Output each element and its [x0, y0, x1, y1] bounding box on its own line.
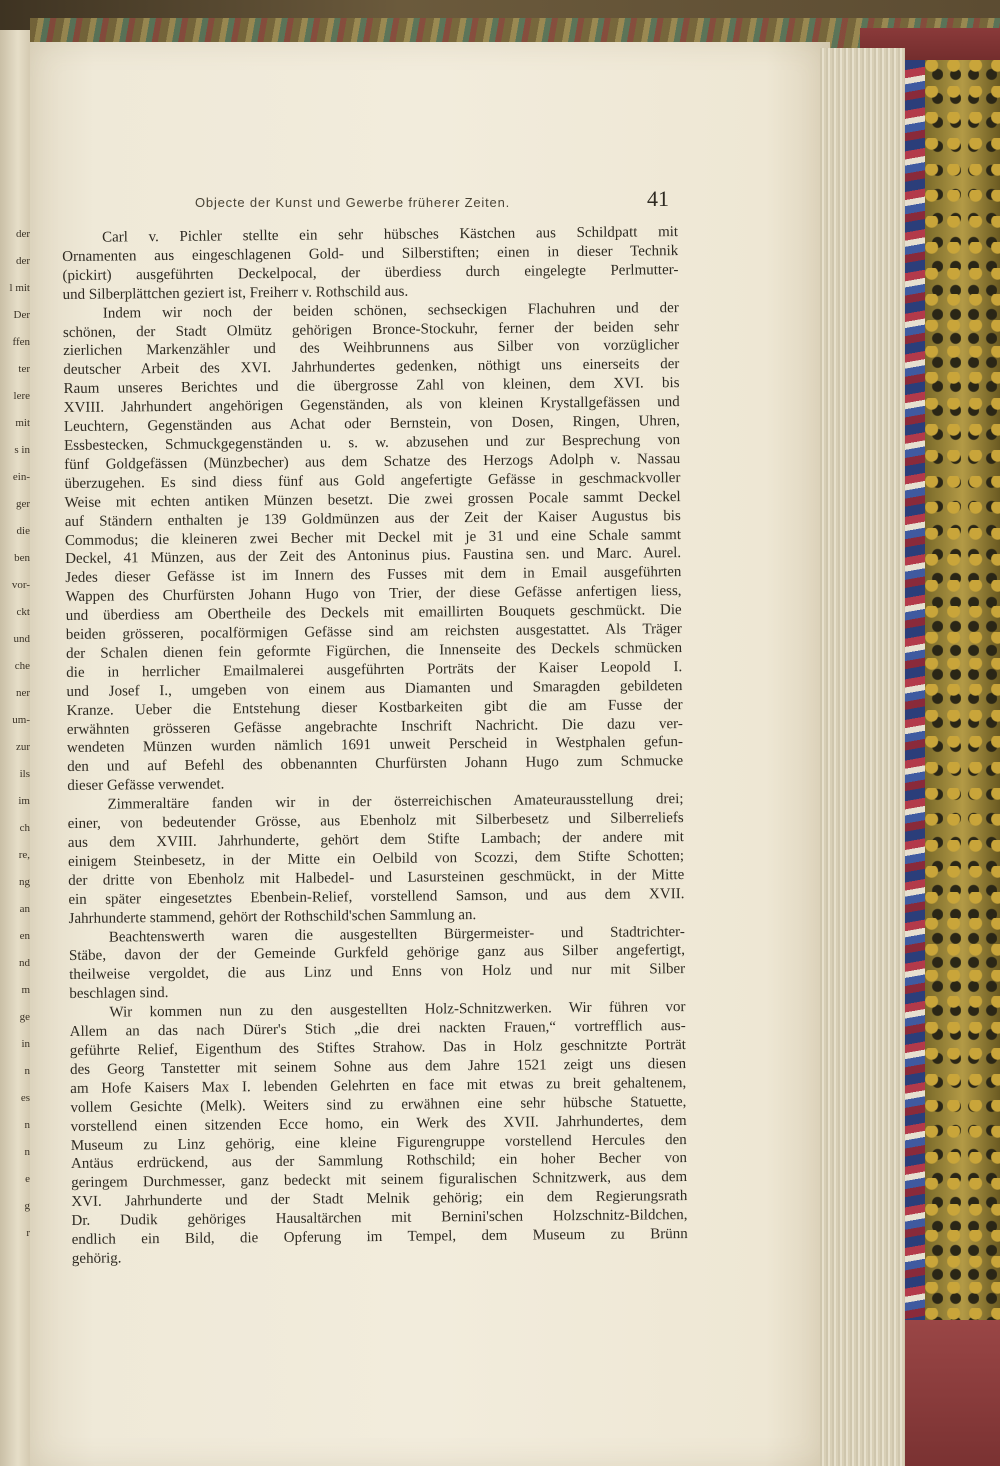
left-page-fragment: um-	[12, 714, 30, 726]
left-page-fragment: ch	[19, 822, 30, 834]
left-page-fragment: zur	[15, 741, 30, 753]
left-page-fragment: r	[26, 1227, 30, 1239]
text-line: Weise mit echten antiken Münzen besetzt. Die zwei grossen Pocale sammt Deckel	[64, 488, 681, 511]
text-line: und Silberplättchen geziert ist, Freiherr v. Rothschild aus.	[62, 283, 409, 303]
left-page-fragment: im	[18, 795, 30, 807]
text-line: Dr. Dudik gehöriges Hausaltärchen mit Bernini'schen Holzschnitz-Bildchen,	[71, 1207, 688, 1230]
text-line: vorstellend einen sitzenden Ecce homo, ein Werk des XVII. Jahrhundertes, dem	[70, 1112, 687, 1135]
text-line: Kranze. Ueber die Entstehung dieser Kostbarkeiten gibt die am Fusse der	[66, 696, 683, 719]
left-page-fragment: che	[14, 660, 30, 672]
text-line: dieser Gefässe verwendet.	[67, 776, 225, 795]
left-page-fragment: s in	[14, 444, 30, 456]
page-header	[195, 186, 675, 220]
left-page-fragment: ner	[15, 687, 30, 699]
text-line: Wappen des Churfürsten Johann Hugo von Trier, der diese Gefässe anfertigen liess,	[65, 583, 682, 606]
text-line: Indem wir noch der beiden schönen, sechseckigen Flachuhren und der	[102, 299, 679, 322]
left-page-fragment: l mit	[9, 282, 30, 294]
text-line: der dritte von Ebenholz mit Halbedel- und Lasursteinen geschmückt, in der Mitte	[68, 866, 685, 889]
left-page-fragment: ng	[19, 876, 30, 888]
left-page-fragment: ter	[18, 363, 30, 375]
left-page-fragment: n	[24, 1146, 30, 1158]
left-page-fragment: ffen	[12, 336, 30, 348]
marbled-cover	[925, 60, 1000, 1466]
left-page-fragment: der	[15, 228, 30, 240]
text-line: Carl v. Pichler stellte ein sehr hübsches Kästchen aus Schildpatt mit	[102, 224, 679, 246]
text-line: XVI. Jahrhunderte und der Stadt Melnik gehörig; ein dem Regierungsrath	[71, 1188, 688, 1211]
left-page-fragment: die	[16, 525, 30, 537]
text-line: des Georg Tanstetter mit seinem Sohne aus dem Jahre 1521 zeigt uns diesen	[69, 1055, 687, 1078]
page-number: 41	[647, 186, 669, 211]
text-line: theilweise vergoldet, die aus Linz und Enns von Holz und nur mit Silber	[69, 961, 686, 984]
left-page-fragment: n	[24, 1119, 30, 1131]
text-line: Antäus erdrückend, aus der Sammlung Rothschild; ein hoher Becher von	[70, 1150, 688, 1173]
left-page-fragment: nd	[19, 957, 30, 969]
left-page-fragment: und	[13, 633, 30, 645]
left-page-fragment: der	[15, 255, 30, 267]
text-line: XVIII. Jahrhundert angehörigen Gegenständen, als von kleinen Krystallgefässen und	[63, 394, 680, 417]
text-line: fünf Goldgefässen (Münzbecher) aus dem Schatze des Herzogs Adolph v. Nassau	[64, 450, 681, 473]
text-line: (pickirt) ausgeführten Deckelpocal, der überdiess durch eingelegte Perlmutter-	[62, 261, 679, 284]
text-line: einer, von bedeutender Grösse, aus Ebenholz mit Silberbesetz und Silberreliefs	[67, 810, 684, 833]
text-line: Zimmeraltäre fanden wir in der österreichischen Amateurausstellung drei;	[107, 791, 684, 813]
left-page-fragment: re,	[18, 849, 30, 861]
text-line: ein später eingesetztes Ebenbein-Relief, vorstellend Samson, und aus dem XVII.	[68, 885, 685, 908]
page-edges	[820, 48, 905, 1466]
text-line: Wir kommen nun zu den ausgestellten Holz-Schnitzwerken. Wir führen vor	[109, 999, 686, 1021]
text-line: und Josef I., umgeben von einem aus Diamanten und Smaragden gebildeten	[66, 677, 683, 700]
text-line: den und auf Befehl des obbenannten Churfürsten Johann Hugo zum Schmucke	[67, 753, 684, 776]
left-page-fragment: vor-	[11, 579, 30, 591]
left-page-fragment: g	[24, 1200, 30, 1212]
left-page-fragment: es	[20, 1092, 30, 1104]
text-line: einigem Steinbesetz, in der Mitte ein Oelbild von Scozzi, dem Stifte Schotten;	[67, 847, 685, 870]
text-line: am Hofe Kaisers Max I. lebenden Gelehrten en face mit etwas zu breit gehaltenem,	[70, 1074, 687, 1097]
text-line: Deckel, 41 Münzen, aus der Zeit des Antoninus pius. Faustina sen. und Marc. Aurel.	[65, 545, 682, 568]
text-line: die in herrlicher Emailmalerei ausgeführten Porträts der Kaiser Leopold I.	[66, 658, 683, 681]
left-page-fragment: ger	[15, 498, 30, 510]
text-line: Raum unseres Berichtes und die übergrosse Zahl von kleinen, dem XVI. bis	[63, 375, 680, 398]
text-line: der Schalen dienen fein geformte Figürchen, die Innenseite des Deckels schmücken	[66, 640, 683, 662]
text-line: auf Ständern enthalten je 139 Goldmünzen aus der Zeit der Kaiser Augustus bis	[64, 507, 681, 530]
text-line: aus dem XVIII. Jahrhunderte, gehört dem Stifte Lambach; der andere mit	[67, 829, 684, 851]
text-line: zierlichen Markenzähler und des Weihbrunnens aus Silber von vorzüglicher	[63, 337, 680, 360]
book-spine-bottom	[905, 1320, 1000, 1466]
left-page-fragment: ben	[14, 552, 30, 564]
running-title: Objecte der Kunst und Gewerbe früherer Zeiten.	[195, 195, 511, 210]
text-line: Allem an das nach Dürer's Stich „die drei nackten Frauen,“ vortrefflich aus-	[69, 1018, 686, 1041]
text-line: beschlagen sind.	[69, 985, 169, 1003]
left-page-fragment: lere	[13, 390, 30, 402]
text-line: Beachtenswerth waren die ausgestellten Bürgermeister- und Stadtrichter-	[108, 923, 685, 946]
text-line: geringem Durchmesser, ganz bedeckt mit seinem figuralischen Schnitzwerk, aus dem	[71, 1169, 688, 1192]
left-page-fragment: ge	[19, 1011, 30, 1023]
text-line: überzugehen. Es sind diess fünf aus Gold angefertigte Gefässe in geschmackvoller	[64, 469, 681, 492]
left-page-edge	[0, 30, 30, 1466]
left-page-fragment: ils	[19, 768, 30, 780]
text-line: Museum zu Linz gehörig, eine kleine Figurengruppe vorstellend Hercules den	[70, 1131, 687, 1154]
left-page-fragment: ein-	[12, 471, 30, 483]
text-line: beiden grösseren, pocalförmigen Gefässe sind am reichsten ausgestattet. Als Träger	[65, 621, 682, 644]
text-line: Commodus; die kleineren zwei Becher mit Deckel mit je 31 und eine Schale sammt	[64, 526, 682, 549]
text-line: Jedes dieser Gefässe ist im Innern des Fusses mit dem in Email ausgeführten	[65, 564, 682, 587]
body-text	[62, 223, 688, 1269]
left-page-fragment: ckt	[16, 606, 30, 618]
text-line: erwähnten grösseren Gefässe angebrachte Inschrift Nachricht. Die dazu ver-	[66, 715, 683, 738]
text-line: Leuchtern, Gegenständen aus Achat oder Bernstein, von Dosen, Ringen, Uhren,	[63, 413, 680, 436]
text-line: geführte Relief, Eigenthum des Stiftes Strahow. Das in Holz geschnitzte Porträt	[69, 1037, 686, 1059]
text-line: wendeten Münzen wurden nämlich 1691 unweit Perscheid in Westphalen gefun-	[66, 734, 684, 757]
left-page-fragment: in	[21, 1038, 30, 1050]
text-line: deutscher Arbeit des XVI. Jahrhundertes gedenken, nöthigt uns einerseits der	[63, 356, 680, 379]
left-page-fragment: mit	[15, 417, 30, 429]
text-line: und überdiess am Obertheile des Deckels mit emaillirten Bouquets geschmückt. Die	[65, 602, 682, 625]
marbled-edge	[905, 60, 925, 1466]
text-line: Essbestecken, Schmuckgegenständen u. s. w. abzusehen und zur Besprechung von	[64, 432, 681, 454]
left-page-fragment: an	[19, 903, 30, 915]
text-line: gehörig.	[71, 1250, 122, 1267]
left-page-fragment: Der	[13, 309, 30, 321]
text-line: Ornamenten aus eingeschlagenen Gold- und Silberstiften; einen in dieser Technik	[62, 242, 679, 265]
left-page-fragment: en	[19, 930, 30, 942]
text-line: Jahrhunderte stammend, gehört der Rothschild'schen Sammlung an.	[68, 906, 477, 927]
text-line: vollem Gesichte (Melk). Weiters sind zu erwähnen eine sehr hübsche Statuette,	[70, 1093, 687, 1116]
text-line: schönen, der Stadt Olmütz gehörigen Bronce-Stockuhr, ferner der beiden sehr	[62, 318, 680, 341]
left-page-fragment: e	[25, 1173, 30, 1185]
left-page-fragment: m	[21, 984, 30, 996]
text-line: Stäbe, davon der der Gemeinde Gurkfeld gehörige ganz aus Silber angefertigt,	[68, 942, 686, 965]
text-line: endlich ein Bild, die Opferung im Tempel, dem Museum zu Brünn	[71, 1226, 688, 1248]
left-page-fragment: n	[24, 1065, 30, 1077]
